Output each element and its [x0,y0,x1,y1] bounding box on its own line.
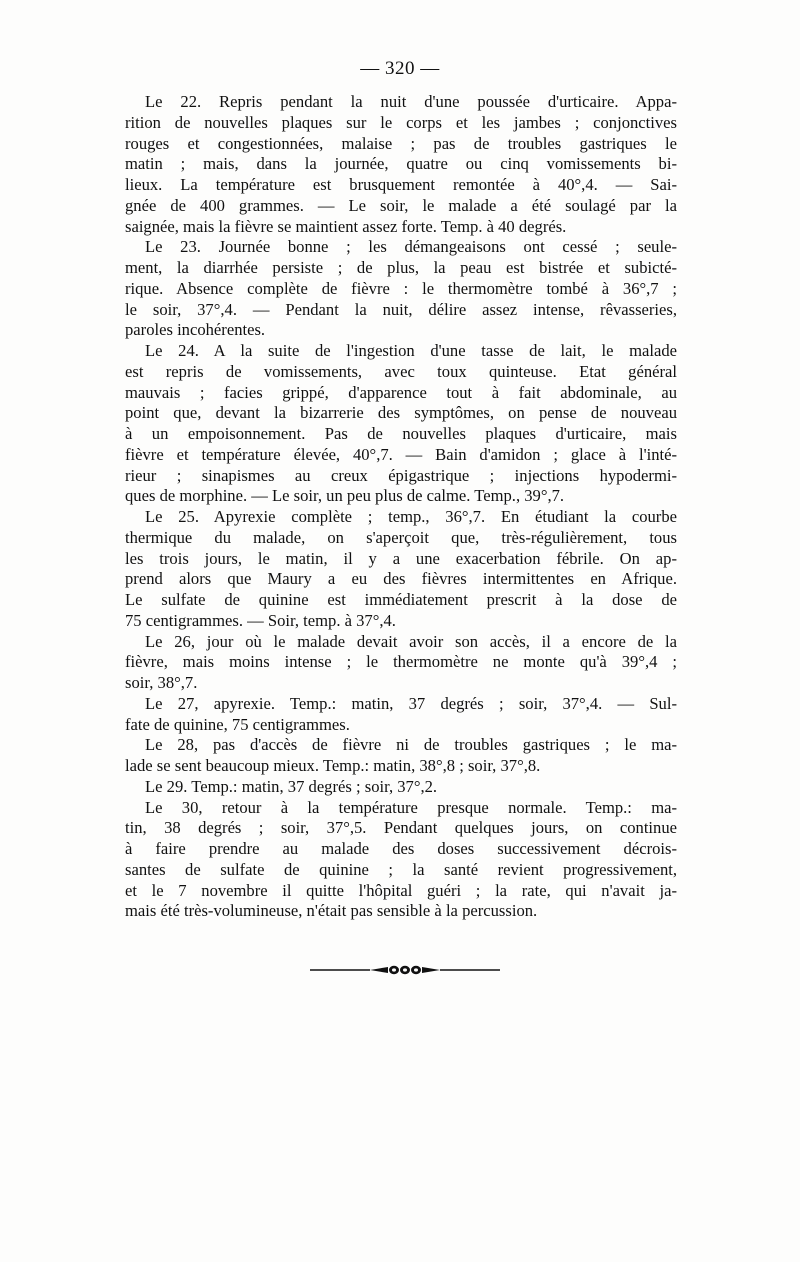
paragraph [125,632,677,694]
text-line: 75 centigrammes. — Soir, temp. à 37°,4. [125,610,396,630]
paragraph [125,92,677,237]
text-line: fièvre, mais moins intense ; le thermomètre ne monte qu'à 39°,4 ; [125,652,677,672]
text-line: Le 27, apyrexie. Temp.: matin, 37 degrés ; soir, 37°,4. — Sul- [145,693,677,713]
text-line: tin, 38 degrés ; soir, 37°,5. Pendant quelques jours, on continue [125,818,677,838]
text-line: thermique du malade, on s'aperçoit que, très-régulièrement, tous [125,527,677,547]
text-line: Le 26, jour où le malade devait avoir son accès, il a encore de la [145,631,677,651]
text-line: Le 25. Apyrexie complète ; temp., 36°,7. En étudiant la courbe [145,507,677,526]
text-line: ment, la diarrhée persiste ; de plus, la peau est bistrée et subicté- [125,258,677,277]
text-line: rique. Absence complète de fièvre : le thermomètre tombé à 36°,7 ; [125,278,677,298]
text-line: le soir, 37°,4. — Pendant la nuit, délire assez intense, rêvasseries, [125,299,677,319]
text-line: rouges et congestionnées, malaise ; pas de troubles gastriques le [125,133,677,153]
text-line: les trois jours, le matin, il y a une exacerbation fébrile. On ap- [125,548,677,568]
text-line: rition de nouvelles plaques sur le corps et les jambes ; conjonctives [125,112,677,132]
text-line: fièvre et température élevée, 40°,7. — Bain d'amidon ; glace à l'inté- [125,444,677,464]
text-line: point que, devant la bizarrerie des symptômes, on pense de nouveau [125,403,677,423]
text-line: est repris de vomissements, avec toux quinteuse. Etat général [125,361,677,381]
paragraph [125,777,677,798]
paragraph [125,735,677,777]
text-line: matin ; mais, dans la journée, quatre ou cinq vomissements bi- [125,154,677,174]
text-line: santes de sulfate de quinine ; la santé revient progressivement, [125,859,677,879]
text-line: rieur ; sinapismes au creux épigastrique ; injections hypodermi- [125,465,677,485]
text-line: Le 23. Journée bonne ; les démangeaisons ont cessé ; seule- [145,237,677,257]
page-number: — 320 — [360,58,440,79]
paragraph [125,694,677,736]
text-line: Le 24. A la suite de l'ingestion d'une tasse de lait, le malade [145,341,677,360]
text-line: Le 29. Temp.: matin, 37 degrés ; soir, 37°,2. [145,776,438,796]
decorative-rule-ornament [310,963,500,977]
text-line: ques de morphine. — Le soir, un peu plus de calme. Temp., 39°,7. [125,486,565,506]
paragraph [125,341,677,507]
text-line: lieux. La température est brusquement remontée à 40°,4. — Sai- [125,175,677,194]
text-line: mauvais ; facies grippé, d'apparence tout à fait abdominale, au [125,382,677,402]
text-line: saignée, mais la fièvre se maintient assez forte. Temp. à 40 degrés. [125,216,567,236]
text-line: Le 28, pas d'accès de fièvre ni de troubles gastriques ; le ma- [145,735,677,755]
text-line: lade se sent beaucoup mieux. Temp.: matin, 38°,8 ; soir, 37°,8. [125,756,541,775]
text-line: Le 30, retour à la température presque normale. Temp.: ma- [145,797,677,817]
text-line: mais été très-volumineuse, n'était pas sensible à la percussion. [125,901,538,921]
paragraph [125,798,677,923]
text-line: à un empoisonnement. Pas de nouvelles plaques d'urticaire, mais [125,424,677,443]
paragraph [125,237,677,341]
text-line: gnée de 400 grammes. — Le soir, le malade a été soulagé par la [125,195,677,215]
text-line: paroles incohérentes. [125,320,266,340]
text-line: et le 7 novembre il quitte l'hôpital guéri ; la rate, qui n'avait ja- [125,880,677,900]
text-line: fate de quinine, 75 centigrammes. [125,714,350,734]
text-line: soir, 38°,7. [125,673,198,692]
body-text [125,92,677,922]
text-line: à faire prendre au malade des doses successivement décrois- [125,839,677,858]
paragraph [125,507,677,632]
text-line: Le 22. Repris pendant la nuit d'une poussée d'urticaire. Appa- [145,92,677,111]
text-line: Le sulfate de quinine est immédiatement prescrit à la dose de [125,590,677,609]
text-line: prend alors que Maury a eu des fièvres intermittentes en Afrique. [125,569,677,589]
